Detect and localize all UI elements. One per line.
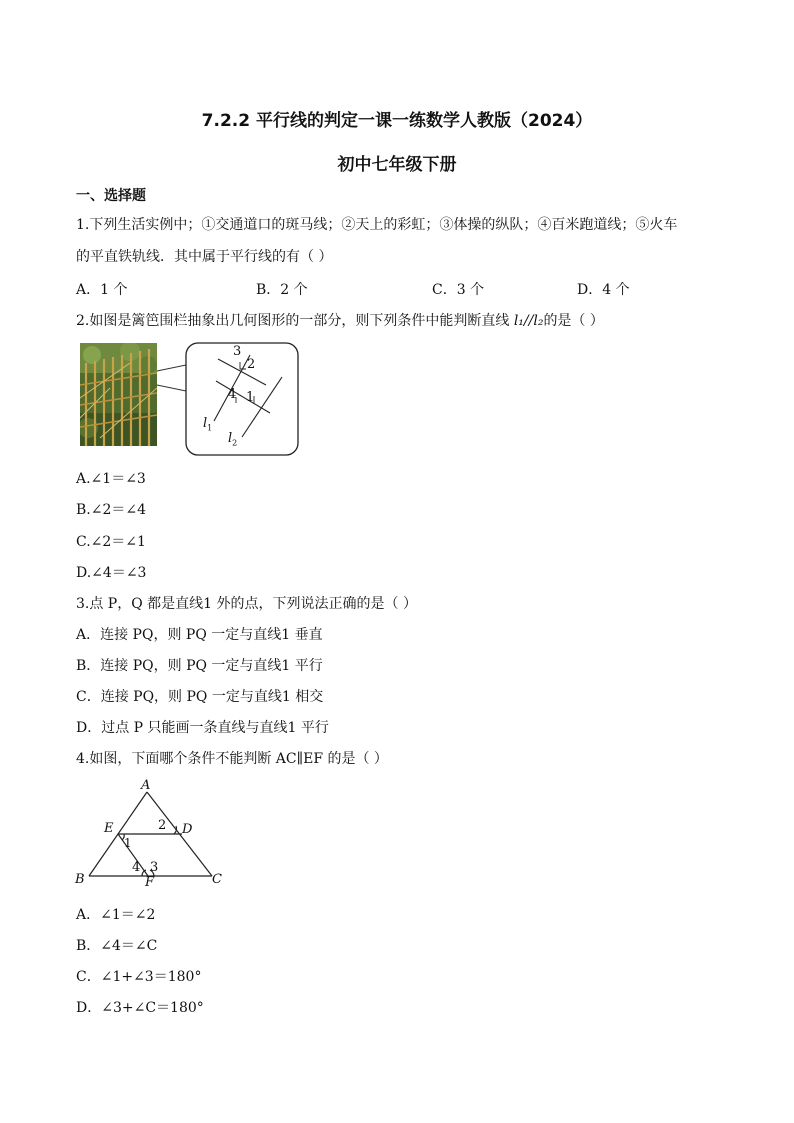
q2-angle-3-label: 3: [233, 344, 242, 359]
q4-triangle-figure: [70, 778, 230, 892]
q2-option-b: B.∠2＝∠4: [76, 502, 147, 518]
q2-stem-suffix: 的是（ ）: [543, 313, 604, 329]
q2-option-a: A.∠1＝∠3: [76, 471, 146, 487]
q3-option-a: A．连接 PQ，则 PQ 一定与直线1 垂直: [76, 627, 323, 643]
fence-photo: [80, 343, 157, 446]
q4-angle-2-label: 2: [158, 818, 167, 833]
q4-point-e-label: E: [104, 821, 114, 836]
q4-point-b-label: B: [75, 872, 85, 887]
q4-angle-4-label: 4: [132, 860, 141, 875]
q2-option-c: C.∠2＝∠1: [76, 534, 146, 550]
q2-line-l1-label: $l_1$: [203, 416, 213, 433]
document-subtitle: 初中七年级下册: [337, 155, 457, 175]
q4-stem: 4.如图，下面哪个条件不能判断 AC∥EF 的是（ ）: [76, 751, 388, 767]
q2-stem-prefix: 2.如图是篱笆围栏抽象出几何图形的一部分，则下列条件中能判断直线: [76, 313, 514, 329]
q4-option-a: A．∠1＝∠2: [76, 907, 156, 923]
q1-stem-line1: 1.下列生活实例中；①交通道口的斑马线；②天上的彩虹；③体操的纵队；④百米跑道线；⑤火车: [76, 217, 678, 233]
q4-point-a-label: A: [141, 778, 151, 793]
q2-angle-1-label: 1: [246, 390, 255, 405]
q1-stem-line2: 的平直铁轨线．其中属于平行线的有（ ）: [76, 249, 333, 265]
q1-option-d: D．4 个: [577, 282, 630, 298]
q1-option-b: B．2 个: [256, 282, 308, 298]
q4-option-c: C．∠1+∠3＝180°: [76, 969, 202, 985]
q4-point-d-label: D: [182, 822, 193, 837]
q4-option-b: B．∠4＝∠C: [76, 938, 158, 954]
q2-angle-2-label: 2: [247, 357, 256, 372]
q1-option-c: C．3 个: [432, 282, 485, 298]
q3-option-b: B．连接 PQ，则 PQ 一定与直线1 平行: [76, 658, 323, 674]
q3-option-c: C．连接 PQ，则 PQ 一定与直线1 相交: [76, 689, 324, 705]
q4-angle-3-label: 3: [150, 860, 159, 875]
q2-line-l2-label: $l_2$: [228, 431, 238, 448]
q4-point-c-label: C: [212, 872, 222, 887]
section-heading: 一、选择题: [76, 188, 146, 204]
q2-stem-math: l₁//l₂: [513, 313, 544, 329]
q3-stem: 3.点 P，Q 都是直线1 外的点，下列说法正确的是（ ）: [76, 596, 417, 612]
q2-stem: [76, 311, 604, 331]
q2-figure: [156, 341, 301, 463]
q1-option-a: A．1 个: [76, 282, 128, 298]
q3-option-d: D．过点 P 只能画一条直线与直线1 平行: [76, 720, 329, 736]
document-title: 7.2.2 平行线的判定一课一练数学人教版（2024）: [201, 111, 593, 131]
q4-option-d: D．∠3+∠C＝180°: [76, 1000, 204, 1016]
q2-angle-4-label: 4: [228, 387, 237, 402]
q4-point-f-label: F: [145, 875, 155, 890]
q4-angle-1-label: 1: [124, 836, 132, 850]
q2-option-d: D.∠4＝∠3: [76, 565, 147, 581]
